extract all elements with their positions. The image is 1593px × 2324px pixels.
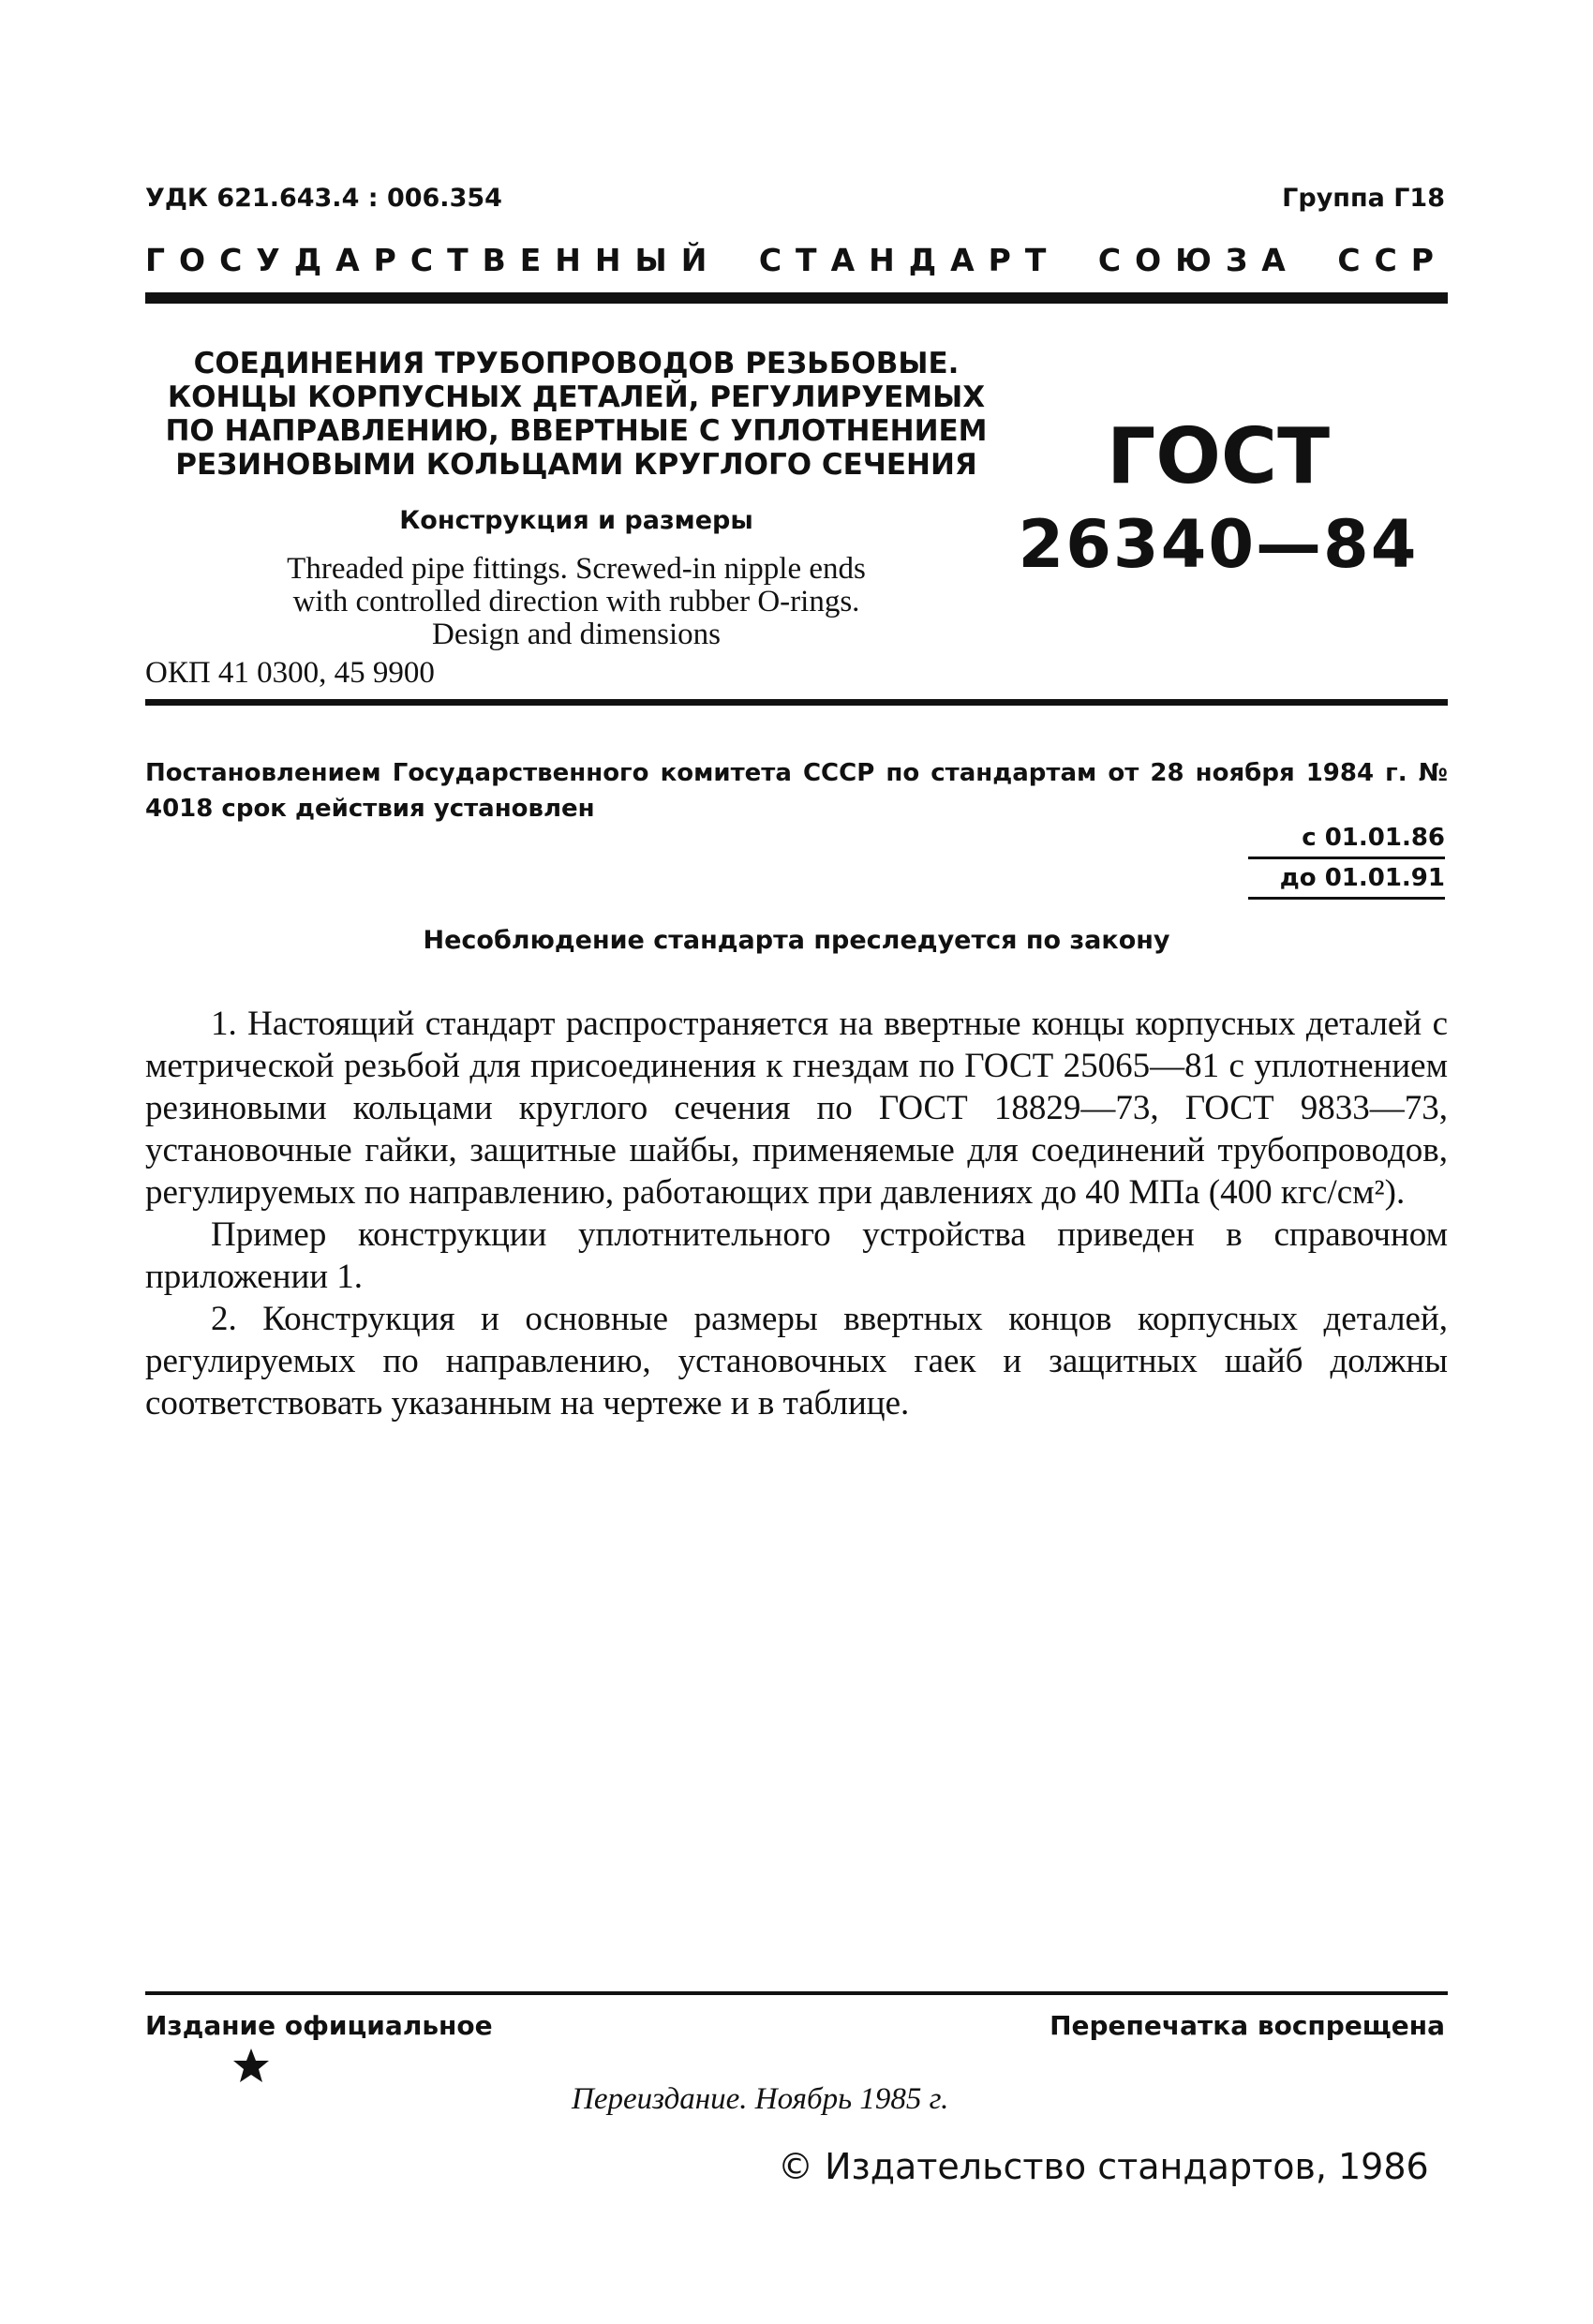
state-standard-word: СОЮЗА <box>1097 242 1300 278</box>
okp-code: ОКП 41 0300, 45 9900 <box>145 656 435 690</box>
decree-text: Постановлением Государственного комитета СССР по стандартам от 28 ноября 1984 г. № 4018 срок действия установлен <box>145 759 1448 823</box>
english-title-line: Design and dimensions <box>432 618 721 651</box>
official-edition: Издание официальное <box>145 2010 493 2041</box>
state-standard-word: ССР <box>1337 242 1448 278</box>
reissue-note: Переиздание. Ноябрь 1985 г. <box>572 2082 949 2116</box>
paragraph: 2. Конструкция и основные размеры ввертных концов корпусных деталей, регулируемых по направлению, установочных гаек и защитных шайб должны соответствовать указанным на чертеже и в таблице. <box>145 1300 1448 1423</box>
paragraph: 1. Настоящий стандарт распространяется на ввертные концы корпусных деталей с метрической резьбой для присоединения к гнездам по ГОСТ 25065—81 с уплотнением резиновыми кольцами круглого сечения по ГОСТ 18829—73, ГОСТ 9833—73, установочные гайки, защитные шайбы, применяемые для соединений трубопроводов, регулируемых по направлению, работающих при давлениях до 40 МПа (400 кгс/см²). <box>145 1005 1448 1212</box>
group-code: Группа Г18 <box>1282 184 1445 213</box>
body-text <box>145 1003 1448 1424</box>
title-line: КОНЦЫ КОРПУСНЫХ ДЕТАЛЕЙ, РЕГУЛИРУЕМЫХ <box>167 380 986 414</box>
title-line: РЕЗИНОВЫМИ КОЛЬЦАМИ КРУГЛОГО СЕЧЕНИЯ <box>175 448 977 482</box>
state-standard-heading <box>145 242 1448 278</box>
udk-code: УДК 621.643.4 : 006.354 <box>145 184 502 213</box>
standard-subtitle: Конструкция и размеры <box>399 506 753 535</box>
header-rule <box>145 292 1448 304</box>
validity-dates <box>1248 819 1445 900</box>
state-standard-word: СТАНДАРТ <box>758 242 1061 278</box>
valid-from: с 01.01.86 <box>1248 819 1445 859</box>
star-icon <box>232 2047 270 2084</box>
publisher-copyright: © Издательство стандартов, 1986 <box>778 2146 1429 2187</box>
state-standard-word: ГОСУДАРСТВЕННЫЙ <box>145 242 722 278</box>
title-rule <box>145 699 1448 706</box>
gost-number: 26340—84 <box>1018 506 1419 583</box>
legal-notice: Несоблюдение стандарта преследуется по закону <box>423 926 1170 955</box>
valid-to: до 01.01.91 <box>1248 859 1445 900</box>
title-line: СОЕДИНЕНИЯ ТРУБОПРОВОДОВ РЕЗЬБОВЫЕ. <box>193 347 960 380</box>
english-title-line: Threaded pipe fittings. Screwed-in nipple ends <box>287 552 866 586</box>
footer-rule <box>145 1991 1448 1995</box>
english-title-line: with controlled direction with rubber O-rings. <box>292 585 860 618</box>
title-line: ПО НАПРАВЛЕНИЮ, ВВЕРТНЫЕ С УПЛОТНЕНИЕМ <box>165 414 988 448</box>
paragraph: Пример конструкции уплотнительного устройства приведен в справочном приложении 1. <box>145 1215 1448 1296</box>
reprint-prohibited: Перепечатка воспрещена <box>1050 2010 1445 2041</box>
gost-label: ГОСТ <box>1106 412 1331 501</box>
standard-title <box>141 347 1012 482</box>
english-title <box>141 553 1012 651</box>
